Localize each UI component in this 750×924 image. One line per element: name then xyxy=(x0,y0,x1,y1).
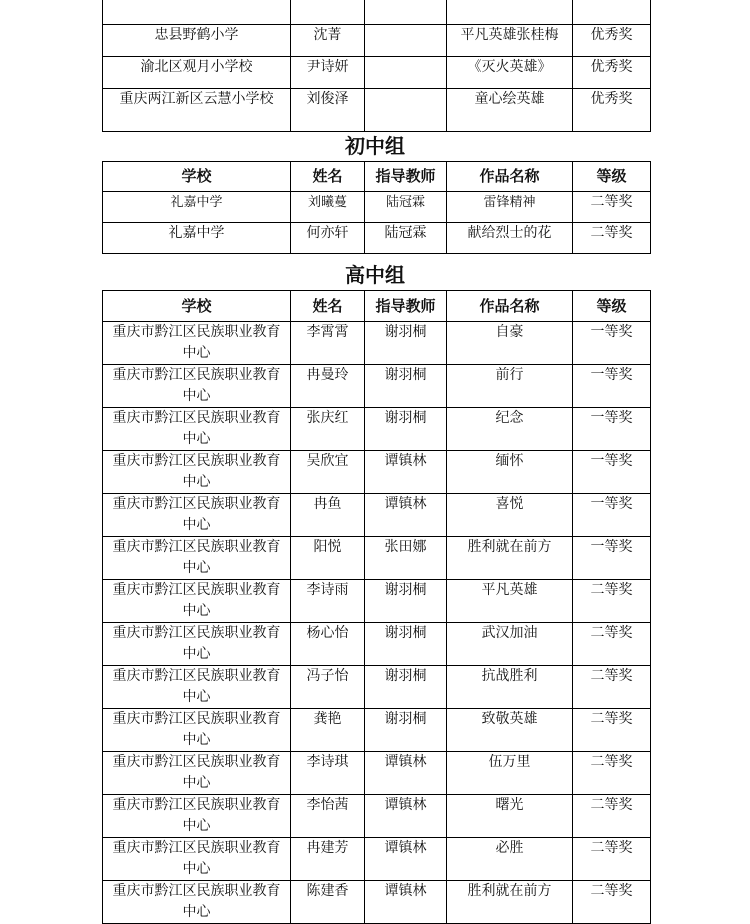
school-cell: 重庆市黔江区民族职业教育中心 xyxy=(103,666,291,709)
table-header-row xyxy=(103,162,651,192)
high-school-table xyxy=(102,290,651,924)
award-cell: 优秀奖 xyxy=(573,89,651,132)
name-cell: 李诗琪 xyxy=(291,752,365,795)
school-cell: 重庆市黔江区民族职业教育中心 xyxy=(103,838,291,881)
header-name: 姓名 xyxy=(291,291,365,322)
award-cell: 一等奖 xyxy=(573,451,651,494)
table-row xyxy=(103,580,651,623)
school-cell: 重庆市黔江区民族职业教育中心 xyxy=(103,537,291,580)
school-cell: 重庆市黔江区民族职业教育中心 xyxy=(103,795,291,838)
table-row xyxy=(103,89,651,132)
table-row xyxy=(103,666,651,709)
award-cell: 二等奖 xyxy=(573,838,651,881)
teacher-cell: 谭镇林 xyxy=(365,795,447,838)
school-cell: 礼嘉中学 xyxy=(103,192,291,223)
work-cell: 童心绘英雄 xyxy=(447,89,573,132)
work-cell: 抗战胜利 xyxy=(447,666,573,709)
work-cell: 自豪 xyxy=(447,322,573,365)
teacher-cell: 张田娜 xyxy=(365,537,447,580)
header-teacher: 指导教师 xyxy=(365,162,447,192)
award-cell: 一等奖 xyxy=(573,537,651,580)
teacher-cell xyxy=(365,89,447,132)
award-cell: 二等奖 xyxy=(573,795,651,838)
table-row xyxy=(103,223,651,254)
primary-school-table-continued xyxy=(102,0,651,132)
teacher-cell: 谭镇林 xyxy=(365,838,447,881)
middle-school-table xyxy=(102,161,651,254)
work-cell: 曙光 xyxy=(447,795,573,838)
teacher-cell: 陆冠霖 xyxy=(365,192,447,223)
work-cell: 献给烈士的花 xyxy=(447,223,573,254)
award-cell: 一等奖 xyxy=(573,494,651,537)
table-row xyxy=(103,57,651,89)
name-cell: 陈建香 xyxy=(291,881,365,924)
work-cell: 缅怀 xyxy=(447,451,573,494)
award-cell: 二等奖 xyxy=(573,192,651,223)
name-cell: 沈菁 xyxy=(291,25,365,57)
school-cell: 重庆市黔江区民族职业教育中心 xyxy=(103,752,291,795)
work-cell: 胜利就在前方 xyxy=(447,537,573,580)
work-cell: 纪念 xyxy=(447,408,573,451)
teacher-cell: 谢羽桐 xyxy=(365,580,447,623)
name-cell: 冉曼玲 xyxy=(291,365,365,408)
header-teacher: 指导教师 xyxy=(365,291,447,322)
school-cell: 重庆市黔江区民族职业教育中心 xyxy=(103,494,291,537)
header-award: 等级 xyxy=(573,162,651,192)
school-cell: 重庆市黔江区民族职业教育中心 xyxy=(103,580,291,623)
name-cell: 吴欣宜 xyxy=(291,451,365,494)
award-cell: 优秀奖 xyxy=(573,25,651,57)
award-cell: 一等奖 xyxy=(573,322,651,365)
name-cell: 李怡茜 xyxy=(291,795,365,838)
work-cell: 伍万里 xyxy=(447,752,573,795)
school-cell: 重庆市黔江区民族职业教育中心 xyxy=(103,709,291,752)
middle-school-title: 初中组 xyxy=(345,134,405,158)
teacher-cell: 谭镇林 xyxy=(365,752,447,795)
table-row xyxy=(103,322,651,365)
school-cell: 重庆市黔江区民族职业教育中心 xyxy=(103,322,291,365)
teacher-cell: 谭镇林 xyxy=(365,451,447,494)
school-cell: 重庆市黔江区民族职业教育中心 xyxy=(103,623,291,666)
table-row xyxy=(103,365,651,408)
teacher-cell: 谢羽桐 xyxy=(365,408,447,451)
teacher-cell: 谢羽桐 xyxy=(365,666,447,709)
table-row xyxy=(103,838,651,881)
header-award: 等级 xyxy=(573,291,651,322)
award-cell: 二等奖 xyxy=(573,666,651,709)
name-cell: 龚艳 xyxy=(291,709,365,752)
work-cell: 平凡英雄张桂梅 xyxy=(447,25,573,57)
school-cell: 渝北区观月小学校 xyxy=(103,57,291,89)
table-row xyxy=(103,192,651,223)
school-cell: 忠县野鹤小学 xyxy=(103,25,291,57)
award-cell: 二等奖 xyxy=(573,623,651,666)
name-cell: 李诗雨 xyxy=(291,580,365,623)
award-cell: 优秀奖 xyxy=(573,57,651,89)
award-cell: 一等奖 xyxy=(573,408,651,451)
name-cell: 刘曦蔓 xyxy=(291,192,365,223)
teacher-cell: 陆冠霖 xyxy=(365,223,447,254)
table-row xyxy=(103,623,651,666)
work-cell: 平凡英雄 xyxy=(447,580,573,623)
award-cell: 二等奖 xyxy=(573,223,651,254)
name-cell: 冯子怡 xyxy=(291,666,365,709)
table-header-row xyxy=(103,291,651,322)
name-cell: 李霄霄 xyxy=(291,322,365,365)
teacher-cell: 谭镇林 xyxy=(365,881,447,924)
table-row xyxy=(103,0,651,25)
school-cell: 重庆市黔江区民族职业教育中心 xyxy=(103,365,291,408)
table-row xyxy=(103,881,651,924)
name-cell: 冉鱼 xyxy=(291,494,365,537)
work-cell: 喜悦 xyxy=(447,494,573,537)
name-cell: 刘俊泽 xyxy=(291,89,365,132)
header-school: 学校 xyxy=(103,291,291,322)
teacher-cell: 谭镇林 xyxy=(365,494,447,537)
work-cell: 前行 xyxy=(447,365,573,408)
teacher-cell: 谢羽桐 xyxy=(365,709,447,752)
table-row xyxy=(103,709,651,752)
award-cell: 二等奖 xyxy=(573,881,651,924)
work-cell: 雷锋精神 xyxy=(447,192,573,223)
work-cell: 《灭火英雄》 xyxy=(447,57,573,89)
school-cell: 重庆两江新区云慧小学校 xyxy=(103,89,291,132)
teacher-cell xyxy=(365,57,447,89)
name-cell: 尹诗妍 xyxy=(291,57,365,89)
teacher-cell: 谢羽桐 xyxy=(365,623,447,666)
school-cell: 礼嘉中学 xyxy=(103,223,291,254)
header-work: 作品名称 xyxy=(447,162,573,192)
name-cell: 何亦轩 xyxy=(291,223,365,254)
name-cell: 杨心怡 xyxy=(291,623,365,666)
school-cell: 重庆市黔江区民族职业教育中心 xyxy=(103,881,291,924)
school-cell: 重庆市黔江区民族职业教育中心 xyxy=(103,408,291,451)
school-cell: 重庆市黔江区民族职业教育中心 xyxy=(103,451,291,494)
teacher-cell: 谢羽桐 xyxy=(365,322,447,365)
name-cell: 冉建芳 xyxy=(291,838,365,881)
header-name: 姓名 xyxy=(291,162,365,192)
work-cell: 武汉加油 xyxy=(447,623,573,666)
table-row xyxy=(103,25,651,57)
work-cell: 必胜 xyxy=(447,838,573,881)
award-cell: 二等奖 xyxy=(573,709,651,752)
award-cell: 二等奖 xyxy=(573,580,651,623)
work-cell: 致敬英雄 xyxy=(447,709,573,752)
table-row xyxy=(103,752,651,795)
name-cell: 张庆红 xyxy=(291,408,365,451)
table-row xyxy=(103,494,651,537)
header-school: 学校 xyxy=(103,162,291,192)
table-row xyxy=(103,795,651,838)
high-school-title: 高中组 xyxy=(345,263,405,287)
award-cell: 一等奖 xyxy=(573,365,651,408)
table-row xyxy=(103,451,651,494)
teacher-cell: 谢羽桐 xyxy=(365,365,447,408)
table-row xyxy=(103,408,651,451)
teacher-cell xyxy=(365,25,447,57)
award-cell: 二等奖 xyxy=(573,752,651,795)
header-work: 作品名称 xyxy=(447,291,573,322)
name-cell: 阳悦 xyxy=(291,537,365,580)
work-cell: 胜利就在前方 xyxy=(447,881,573,924)
table-row xyxy=(103,537,651,580)
